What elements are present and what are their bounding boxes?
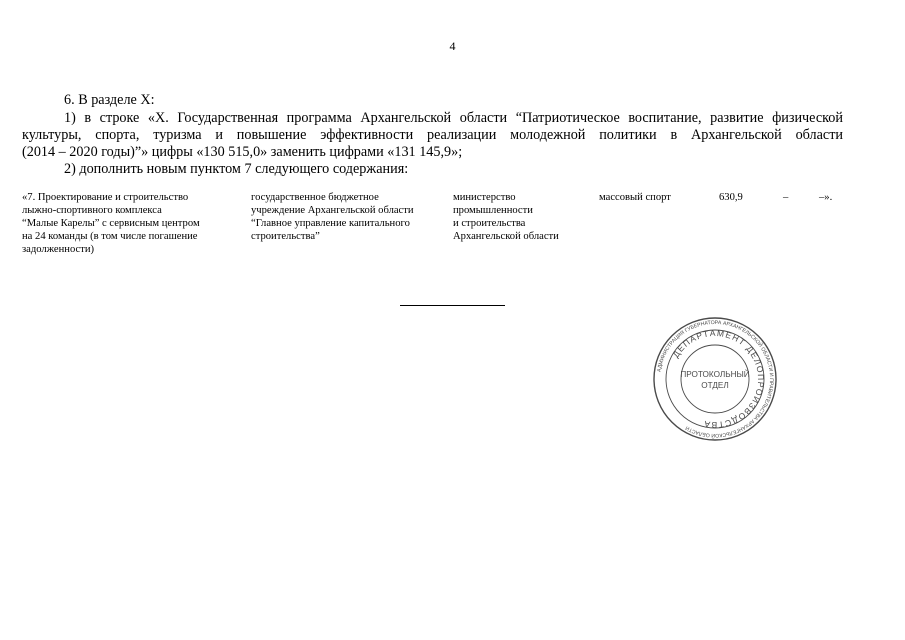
customer-cell [251,191,414,243]
page-number: 4 [449,39,456,53]
stamp-outer-text: АДМИНИСТРАЦИЯ ГУБЕРНАТОРА АРХАНГЕЛЬСКОЙ ОБЛАСТИ И ПРАВИТЕЛЬСТВА АРХАНГЕЛЬСКОЙ ОБЛАСТИ [656,319,775,439]
stamp-ring-text: ДЕПАРТАМЕНТ ДЕЛОПРОИЗВОДСТВА [670,327,767,431]
col7-cell: –». [819,192,833,203]
stamp-center-line1: ПРОТОКОЛЬНЫЙ [680,370,750,379]
ministry-line: и строительства [453,218,526,229]
col6-cell: – [783,192,789,203]
customer-line: “Главное управление капитального [251,218,410,229]
closing-rule [400,305,505,306]
ministry-line: Архангельской области [453,231,559,242]
object-line: задолженности) [22,244,95,255]
ministry-line: министерство [453,192,516,203]
item1-line3: (2014 – 2020 годы)”» цифры «130 515,0» заменить цифрами «131 145,9»; [22,144,463,160]
stamp-seal [652,316,778,442]
object-line: на 24 команды (в том числе погашение [22,231,198,242]
item1-line2: культуры, спорта, туризма и повышение эффективности реализации молодежной политики в Архангельской области [22,127,843,143]
customer-line: учреждение Архангельской области [251,205,414,216]
customer-line: государственное бюджетное [251,192,379,203]
item2-text: 2) дополнить новым пунктом 7 следующего содержания: [64,161,409,177]
ministry-line: промышленности [453,205,533,216]
direction-cell: массовый спорт [599,192,671,203]
section-heading: 6. В разделе X: [64,92,155,108]
object-line: “Малые Карелы” с сервисным центром [22,218,200,229]
ministry-cell [453,191,559,243]
stamp-center-line2: ОТДЕЛ [701,381,729,390]
object-line: «7. Проектирование и строительство [22,192,189,203]
customer-line: строительства” [251,231,320,242]
item1-line1: 1) в строке «X. Государственная программа Архангельской области “Патриотическое воспитание, развитие физической [64,110,843,126]
object-cell [22,191,200,256]
amount-cell: 630,9 [719,192,743,203]
object-line: лыжно-спортивного комплекса [22,205,162,216]
